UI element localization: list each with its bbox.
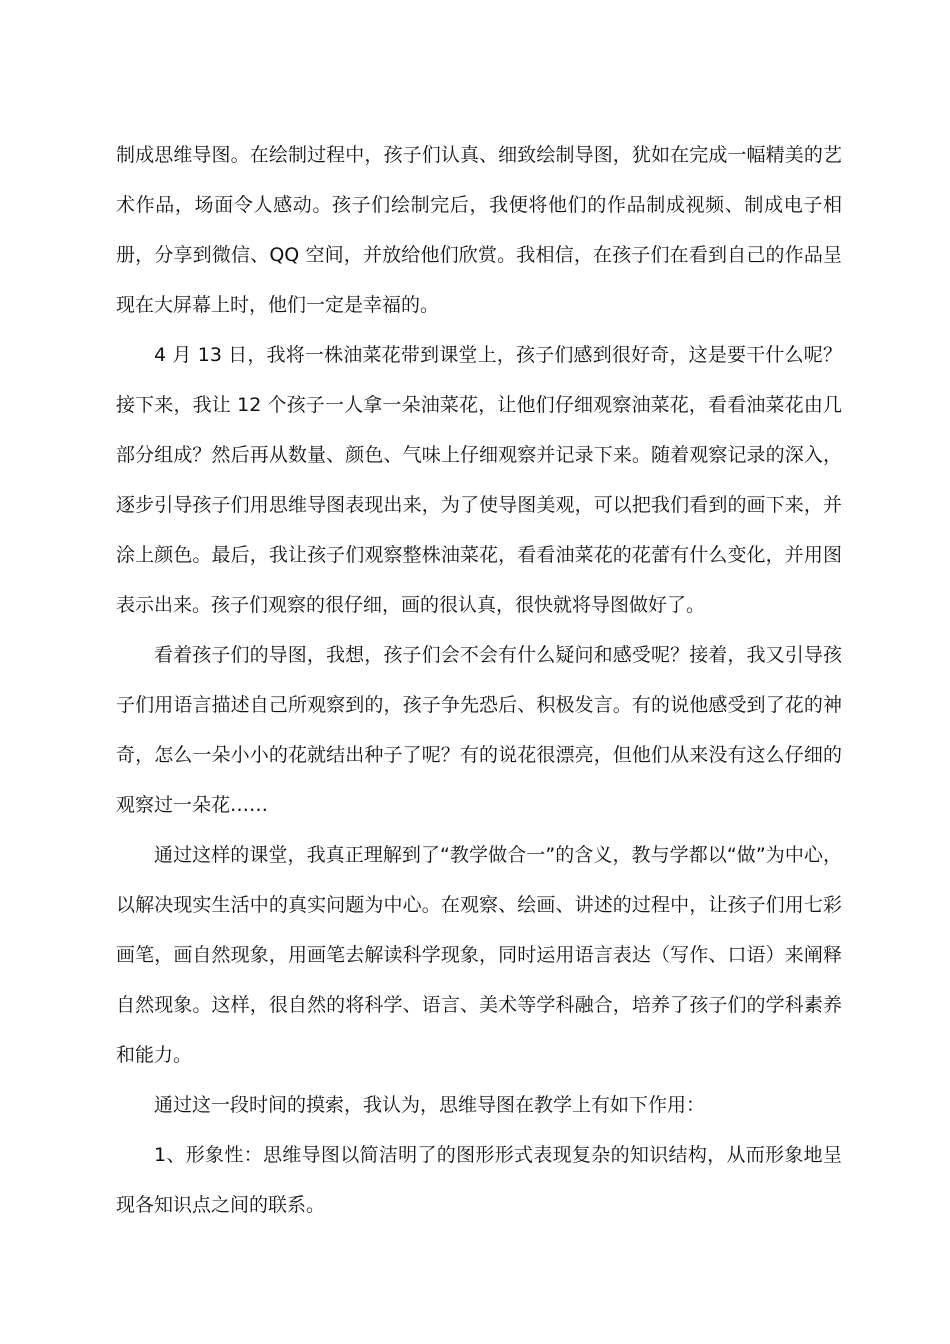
paragraph-mindmap-intro: 通过这一段时间的摸索，我认为，思维导图在教学上有如下作用： bbox=[154, 1094, 706, 1116]
paragraph-children-reflection: 看着孩子们的导图，我想，孩子们会不会有什么疑问和感受呢？接着，我又引导孩子们用语言描述自己所观察到的，孩子争先恐后、积极发言。有的说他感受到了花的神奇，怎么一朵小小的花就结出种子了呢？有的说花很漂亮，但他们从来没有这么仔细的观察过一朵花…… bbox=[116, 644, 842, 816]
document-body bbox=[116, 130, 842, 1230]
paragraph-rapeseed-lesson: 4 月 13 日，我将一株油菜花带到课堂上，孩子们感到很好奇，这是要干什么呢？接下来，我让 12 个孩子一人拿一朵油菜花，让他们仔细观察油菜花，看看油菜花由几部分组成？然后再从数量、颜色、气味上仔细观察并记录下来。随着观察记录的深入，逐步引导孩子们用思维导图表现出来，为了使导图美观，可以把我们看到的画下来，并涂上颜色。最后，我让孩子们观察整株油菜花，看看油菜花的花蕾有什么变化，并用图表示出来。孩子们观察的很仔细，画的很认真，很快就将导图做好了。 bbox=[116, 344, 842, 616]
paragraph-teaching-insight: 通过这样的课堂，我真正理解到了“教学做合一”的含义，教与学都以“做”为中心，以解决现实生活中的真实问题为中心。在观察、绘画、讲述的过程中，让孩子们用七彩画笔，画自然现象，用画笔去解读科学现象，同时运用语言表达（写作、口语）来阐释自然现象。这样，很自然的将科学、语言、美术等学科融合，培养了孩子们的学科素养和能力。 bbox=[116, 844, 842, 1066]
paragraph-point-1: 1、形象性：思维导图以简洁明了的图形形式表现复杂的知识结构，从而形象地呈现各知识点之间的联系。 bbox=[116, 1144, 842, 1216]
paragraph-continuation: 制成思维导图。在绘制过程中，孩子们认真、细致绘制导图，犹如在完成一幅精美的艺术作品，场面令人感动。孩子们绘制完后，我便将他们的作品制成视频、制成电子相册，分享到微信、QQ 空间，并放给他们欣赏。我相信，在孩子们在看到自己的作品呈现在大屏幕上时，他们一定是幸福的。 bbox=[116, 144, 842, 316]
